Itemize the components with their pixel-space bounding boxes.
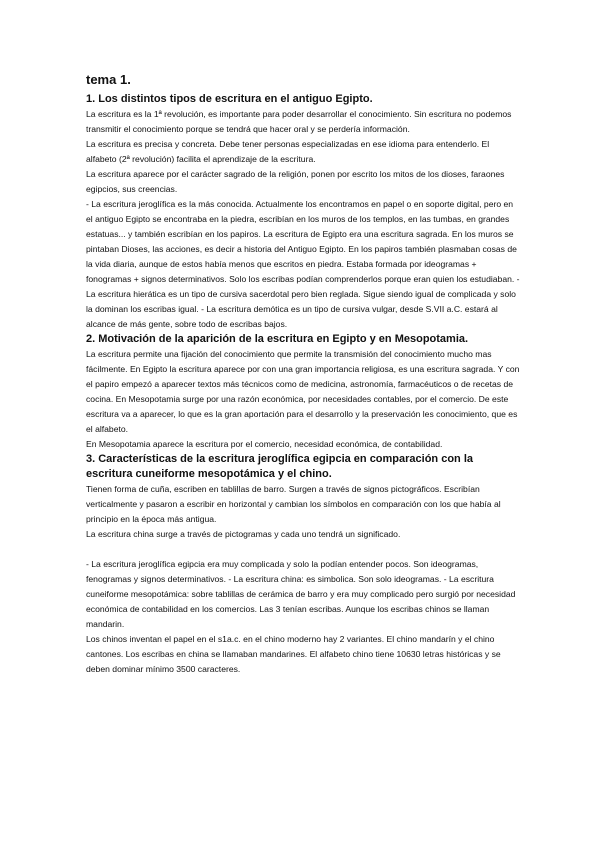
paragraph-spacer — [86, 542, 522, 557]
section-1-heading: 1. Los distintos tipos de escritura en el antiguo Egipto. — [86, 93, 373, 105]
document-title: tema 1. — [86, 72, 131, 87]
section-3-paragraph-2: La escritura china surge a través de pictogramas y cada uno tendrá un significado. — [86, 529, 401, 539]
section-3-heading: 3. Características de la escritura jeroglífica egipcia en comparación con la escritura cuneiforme mesopotámica y el chino. — [86, 453, 473, 480]
chinese-writing-paragraph: Los chinos inventan el papel en el s1a.c. en el chino moderno hay 2 variantes. El chino mandarín y el chino cantones. Los escribas en china se llamaban mandarines. El alfabeto chino tiene 10630 letras históricas y se deben dominar mínimo 3500 caracteres. — [86, 634, 501, 674]
section-2-heading: 2. Motivación de la aparición de la escritura en Egipto y en Mesopotamia. — [86, 333, 469, 345]
section-1-paragraph-1: La escritura es la 1ª revolución, es importante para poder desarrollar el conocimiento. Sin escritura no podemos transmitir el conocimiento porque se tendrá que hacer oral y se perdería información. — [86, 109, 512, 134]
comparison-paragraph: - La escritura jeroglífica egipcia era muy complicada y solo la podían entender pocos. Son ideogramas, fenogramas y signos determinativos. - La escritura china: es simbolica. Son solo ideogramas. - La escritura cuneiforme mesopotámica: sobre tablillas de cerámica de barro y era muy complicado pero surgió por necesidad económica de contabilidad en los comercios. Las 3 tenían escribas. Aunque los escribas chinos se llaman mandarin. — [86, 559, 516, 629]
section-1-paragraph-3: La escritura aparece por el carácter sagrado de la religión, ponen por escrito los mitos de los dioses, faraones egipcios, sus creencias. — [86, 169, 505, 194]
document-page — [86, 70, 522, 677]
section-3-paragraph-1: Tienen forma de cuña, escriben en tablillas de barro. Surgen a través de signos pictográficos. Escribían verticalmente y pasaron a escribir en horizontal y cambian los símbolos en comparación con los que había al principio en la época más antigua. — [86, 484, 501, 524]
section-2-paragraph-1: La escritura permite una fijación del conocimiento que permite la transmisión del conocimiento mucho mas fácilmente. En Egipto la escritura aparece por con una gran importancia religiosa, es una escritura sagrada. Y con el papiro empezó a aparecer textos más técnicos como de medicina, astronomía, farmacéuticos o de recetas de cocina. En Mesopotamia surge por una razón económica, por necesidades contables, por el comercio. De este escritura va a aparecer, lo que es la gran aportación para el desarrollo y la preservación les conocimiento, que es el alfabeto. — [86, 349, 520, 434]
section-2-paragraph-2: En Mesopotamia aparece la escritura por el comercio, necesidad económica, de contabilidad. — [86, 439, 443, 449]
section-1-paragraph-2: La escritura es precisa y concreta. Debe tener personas especializadas en ese idioma para entenderlo. El alfabeto (2ª revolución) facilita el aprendizaje de la escritura. — [86, 139, 490, 164]
section-1-paragraph-4: - La escritura jeroglífica es la más conocida. Actualmente los encontramos en papel o en soporte digital, pero en el antiguo Egipto se encontraba en la piedra, escribían en los muros de los templos, en las tumbas, en grandes estatuas... y también escribían en los papiros. La escritura de Egipto era una escritura sagrada. En los muros se pintaban Dioses, las acciones, es decir a historia del Antiguo Egipto. En los papiros también plasmaban cosas de la vida diaria, aunque de estos había menos que escritos en piedra. Estaba formada por ideogramas + fonogramas + signos determinativos. Solo los escribas podían comprenderlos porque eran quien los estudiaban. - La escritura hierática es un tipo de cursiva sacerdotal pero bien reglada. Sigue siendo igual de complicada y solo la dominan los escribas igual. - La escritura demótica es un tipo de cursiva vulgar, desde S.VII a.C. estará al alcance de más gente, sobre todo de escribas bajos. — [86, 199, 520, 329]
